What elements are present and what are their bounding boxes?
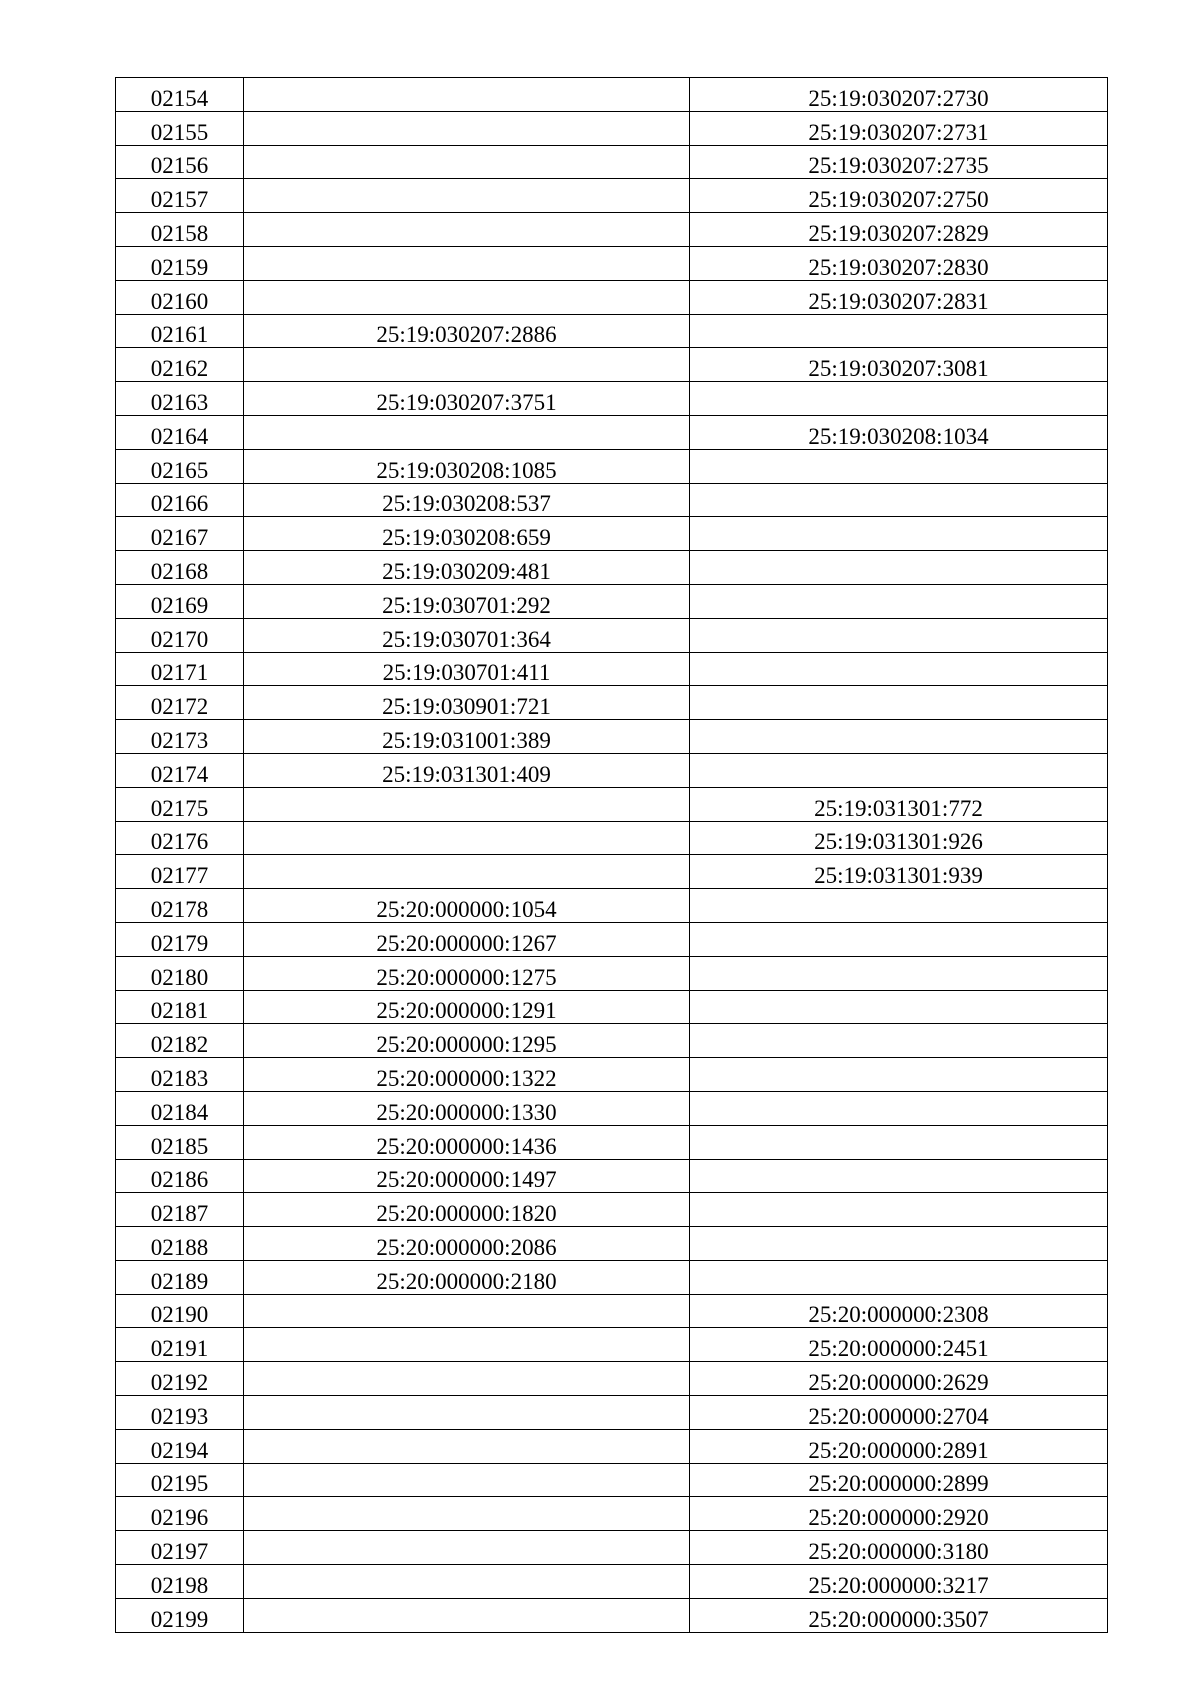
row-number-cell: 02195 <box>116 1463 244 1497</box>
row-number-cell: 02170 <box>116 618 244 652</box>
table-row <box>116 1058 1108 1092</box>
row-number-cell: 02184 <box>116 1091 244 1125</box>
cadastral-number-cell-right <box>690 517 1108 551</box>
cadastral-number-cell-right: 25:20:000000:2920 <box>690 1497 1108 1531</box>
cadastral-number-cell-left <box>244 1294 690 1328</box>
cadastral-number-cell-left <box>244 1396 690 1430</box>
cadastral-number-cell-right <box>690 956 1108 990</box>
table-row <box>116 956 1108 990</box>
table-row <box>116 1328 1108 1362</box>
cadastral-number-cell-right: 25:20:000000:2451 <box>690 1328 1108 1362</box>
cadastral-number-cell-left: 25:20:000000:1054 <box>244 889 690 923</box>
cadastral-number-cell-right <box>690 889 1108 923</box>
table-row <box>116 213 1108 247</box>
cadastral-number-cell-left: 25:20:000000:2086 <box>244 1227 690 1261</box>
cadastral-number-cell-left <box>244 1463 690 1497</box>
row-number-cell: 02155 <box>116 111 244 145</box>
cadastral-numbers-table <box>115 77 1108 1633</box>
cadastral-number-cell-right: 25:19:030207:2731 <box>690 111 1108 145</box>
cadastral-number-cell-right <box>690 551 1108 585</box>
cadastral-number-cell-right <box>690 1125 1108 1159</box>
cadastral-number-cell-left <box>244 1497 690 1531</box>
table-row <box>116 990 1108 1024</box>
cadastral-number-cell-right <box>690 1159 1108 1193</box>
cadastral-number-cell-right: 25:19:030207:3081 <box>690 348 1108 382</box>
cadastral-number-cell-left: 25:20:000000:2180 <box>244 1260 690 1294</box>
cadastral-number-cell-right <box>690 1091 1108 1125</box>
table-row <box>116 111 1108 145</box>
cadastral-number-cell-right <box>690 652 1108 686</box>
cadastral-number-cell-right: 25:20:000000:3180 <box>690 1531 1108 1565</box>
cadastral-number-cell-right: 25:19:030207:2830 <box>690 246 1108 280</box>
row-number-cell: 02167 <box>116 517 244 551</box>
cadastral-number-cell-left: 25:19:030207:2886 <box>244 314 690 348</box>
cadastral-number-cell-left <box>244 179 690 213</box>
table-row <box>116 652 1108 686</box>
table-row <box>116 1294 1108 1328</box>
table-row <box>116 584 1108 618</box>
cadastral-number-cell-left: 25:19:031301:409 <box>244 753 690 787</box>
cadastral-number-cell-left: 25:19:030901:721 <box>244 686 690 720</box>
table-row <box>116 1497 1108 1531</box>
table-row <box>116 618 1108 652</box>
table-row <box>116 246 1108 280</box>
table-row <box>116 1598 1108 1632</box>
cadastral-number-cell-left: 25:19:030208:659 <box>244 517 690 551</box>
cadastral-number-cell-left: 25:20:000000:1322 <box>244 1058 690 1092</box>
row-number-cell: 02183 <box>116 1058 244 1092</box>
table-row <box>116 1159 1108 1193</box>
row-number-cell: 02164 <box>116 415 244 449</box>
cadastral-number-cell-left <box>244 787 690 821</box>
table-row <box>116 1565 1108 1599</box>
cadastral-number-cell-left <box>244 855 690 889</box>
row-number-cell: 02199 <box>116 1598 244 1632</box>
table-row <box>116 1260 1108 1294</box>
row-number-cell: 02160 <box>116 280 244 314</box>
table-row <box>116 889 1108 923</box>
cadastral-number-cell-left: 25:19:030701:292 <box>244 584 690 618</box>
cadastral-number-cell-right: 25:19:031301:939 <box>690 855 1108 889</box>
cadastral-number-cell-left <box>244 415 690 449</box>
row-number-cell: 02177 <box>116 855 244 889</box>
cadastral-number-cell-left <box>244 280 690 314</box>
table-row <box>116 753 1108 787</box>
table-row <box>116 922 1108 956</box>
table-row <box>116 382 1108 416</box>
cadastral-number-cell-right: 25:19:030207:2829 <box>690 213 1108 247</box>
cadastral-number-cell-left: 25:19:030209:481 <box>244 551 690 585</box>
row-number-cell: 02176 <box>116 821 244 855</box>
table-row <box>116 348 1108 382</box>
cadastral-number-cell-right <box>690 314 1108 348</box>
cadastral-number-cell-right <box>690 483 1108 517</box>
table-row <box>116 551 1108 585</box>
cadastral-number-cell-right: 25:20:000000:3217 <box>690 1565 1108 1599</box>
row-number-cell: 02191 <box>116 1328 244 1362</box>
cadastral-number-cell-right: 25:20:000000:2629 <box>690 1362 1108 1396</box>
cadastral-number-cell-right: 25:19:030208:1034 <box>690 415 1108 449</box>
cadastral-number-cell-left <box>244 213 690 247</box>
cadastral-number-cell-right: 25:20:000000:2899 <box>690 1463 1108 1497</box>
table-row <box>116 449 1108 483</box>
row-number-cell: 02174 <box>116 753 244 787</box>
cadastral-number-cell-right <box>690 1058 1108 1092</box>
cadastral-number-cell-right <box>690 618 1108 652</box>
cadastral-number-cell-left <box>244 1429 690 1463</box>
row-number-cell: 02172 <box>116 686 244 720</box>
cadastral-number-cell-left <box>244 1531 690 1565</box>
cadastral-number-cell-left <box>244 1565 690 1599</box>
table-row <box>116 280 1108 314</box>
row-number-cell: 02198 <box>116 1565 244 1599</box>
table-row <box>116 78 1108 112</box>
cadastral-number-cell-right <box>690 1024 1108 1058</box>
cadastral-number-cell-left: 25:20:000000:1267 <box>244 922 690 956</box>
row-number-cell: 02196 <box>116 1497 244 1531</box>
cadastral-number-cell-right <box>690 1227 1108 1261</box>
table-row <box>116 787 1108 821</box>
cadastral-number-cell-left: 25:20:000000:1497 <box>244 1159 690 1193</box>
cadastral-number-cell-right <box>690 753 1108 787</box>
cadastral-number-cell-right <box>690 584 1108 618</box>
table-body <box>116 78 1108 1633</box>
row-number-cell: 02197 <box>116 1531 244 1565</box>
table-row <box>116 179 1108 213</box>
table-row <box>116 415 1108 449</box>
cadastral-number-cell-left: 25:20:000000:1436 <box>244 1125 690 1159</box>
cadastral-number-cell-right: 25:19:031301:926 <box>690 821 1108 855</box>
cadastral-number-cell-left <box>244 111 690 145</box>
row-number-cell: 02159 <box>116 246 244 280</box>
cadastral-number-cell-right: 25:19:031301:772 <box>690 787 1108 821</box>
cadastral-number-cell-left <box>244 1362 690 1396</box>
row-number-cell: 02192 <box>116 1362 244 1396</box>
table-row <box>116 1193 1108 1227</box>
row-number-cell: 02171 <box>116 652 244 686</box>
row-number-cell: 02185 <box>116 1125 244 1159</box>
row-number-cell: 02187 <box>116 1193 244 1227</box>
row-number-cell: 02173 <box>116 720 244 754</box>
row-number-cell: 02179 <box>116 922 244 956</box>
cadastral-number-cell-left: 25:20:000000:1820 <box>244 1193 690 1227</box>
row-number-cell: 02169 <box>116 584 244 618</box>
cadastral-number-cell-left: 25:20:000000:1295 <box>244 1024 690 1058</box>
row-number-cell: 02181 <box>116 990 244 1024</box>
cadastral-number-cell-right <box>690 1193 1108 1227</box>
cadastral-number-cell-right <box>690 720 1108 754</box>
row-number-cell: 02165 <box>116 449 244 483</box>
cadastral-number-cell-right: 25:20:000000:2704 <box>690 1396 1108 1430</box>
cadastral-number-cell-left: 25:19:031001:389 <box>244 720 690 754</box>
table-row <box>116 314 1108 348</box>
row-number-cell: 02194 <box>116 1429 244 1463</box>
table-row <box>116 1463 1108 1497</box>
table-row <box>116 855 1108 889</box>
row-number-cell: 02157 <box>116 179 244 213</box>
row-number-cell: 02188 <box>116 1227 244 1261</box>
table-row <box>116 1091 1108 1125</box>
cadastral-number-cell-left: 25:19:030701:411 <box>244 652 690 686</box>
table-row <box>116 821 1108 855</box>
cadastral-number-cell-left: 25:19:030207:3751 <box>244 382 690 416</box>
row-number-cell: 02180 <box>116 956 244 990</box>
row-number-cell: 02189 <box>116 1260 244 1294</box>
row-number-cell: 02154 <box>116 78 244 112</box>
cadastral-number-cell-right: 25:19:030207:2831 <box>690 280 1108 314</box>
cadastral-number-cell-left: 25:19:030208:537 <box>244 483 690 517</box>
row-number-cell: 02161 <box>116 314 244 348</box>
cadastral-number-cell-left: 25:20:000000:1275 <box>244 956 690 990</box>
table-row <box>116 1429 1108 1463</box>
row-number-cell: 02156 <box>116 145 244 179</box>
cadastral-number-cell-right <box>690 382 1108 416</box>
cadastral-number-cell-left <box>244 821 690 855</box>
cadastral-number-cell-left <box>244 145 690 179</box>
table-row <box>116 517 1108 551</box>
cadastral-number-cell-left <box>244 348 690 382</box>
cadastral-number-cell-right: 25:19:030207:2750 <box>690 179 1108 213</box>
row-number-cell: 02162 <box>116 348 244 382</box>
cadastral-number-cell-right: 25:20:000000:2891 <box>690 1429 1108 1463</box>
cadastral-number-cell-right <box>690 922 1108 956</box>
table-row <box>116 145 1108 179</box>
table-row <box>116 1396 1108 1430</box>
row-number-cell: 02178 <box>116 889 244 923</box>
table-row <box>116 1227 1108 1261</box>
cadastral-number-cell-right <box>690 1260 1108 1294</box>
table-row <box>116 483 1108 517</box>
cadastral-number-cell-left <box>244 246 690 280</box>
table-row <box>116 720 1108 754</box>
cadastral-number-cell-left: 25:19:030208:1085 <box>244 449 690 483</box>
row-number-cell: 02190 <box>116 1294 244 1328</box>
cadastral-number-cell-right: 25:20:000000:2308 <box>690 1294 1108 1328</box>
cadastral-number-cell-right <box>690 686 1108 720</box>
cadastral-number-cell-left <box>244 78 690 112</box>
cadastral-number-cell-right: 25:20:000000:3507 <box>690 1598 1108 1632</box>
cadastral-number-cell-right: 25:19:030207:2730 <box>690 78 1108 112</box>
row-number-cell: 02158 <box>116 213 244 247</box>
row-number-cell: 02163 <box>116 382 244 416</box>
table-row <box>116 686 1108 720</box>
row-number-cell: 02186 <box>116 1159 244 1193</box>
row-number-cell: 02166 <box>116 483 244 517</box>
cadastral-number-cell-right <box>690 990 1108 1024</box>
row-number-cell: 02182 <box>116 1024 244 1058</box>
table-row <box>116 1125 1108 1159</box>
cadastral-number-cell-right <box>690 449 1108 483</box>
table-row <box>116 1362 1108 1396</box>
table-row <box>116 1024 1108 1058</box>
cadastral-number-cell-left <box>244 1328 690 1362</box>
table-row <box>116 1531 1108 1565</box>
cadastral-number-cell-left: 25:20:000000:1330 <box>244 1091 690 1125</box>
row-number-cell: 02193 <box>116 1396 244 1430</box>
row-number-cell: 02168 <box>116 551 244 585</box>
cadastral-number-cell-right: 25:19:030207:2735 <box>690 145 1108 179</box>
cadastral-number-cell-left <box>244 1598 690 1632</box>
cadastral-number-cell-left: 25:19:030701:364 <box>244 618 690 652</box>
row-number-cell: 02175 <box>116 787 244 821</box>
cadastral-number-cell-left: 25:20:000000:1291 <box>244 990 690 1024</box>
